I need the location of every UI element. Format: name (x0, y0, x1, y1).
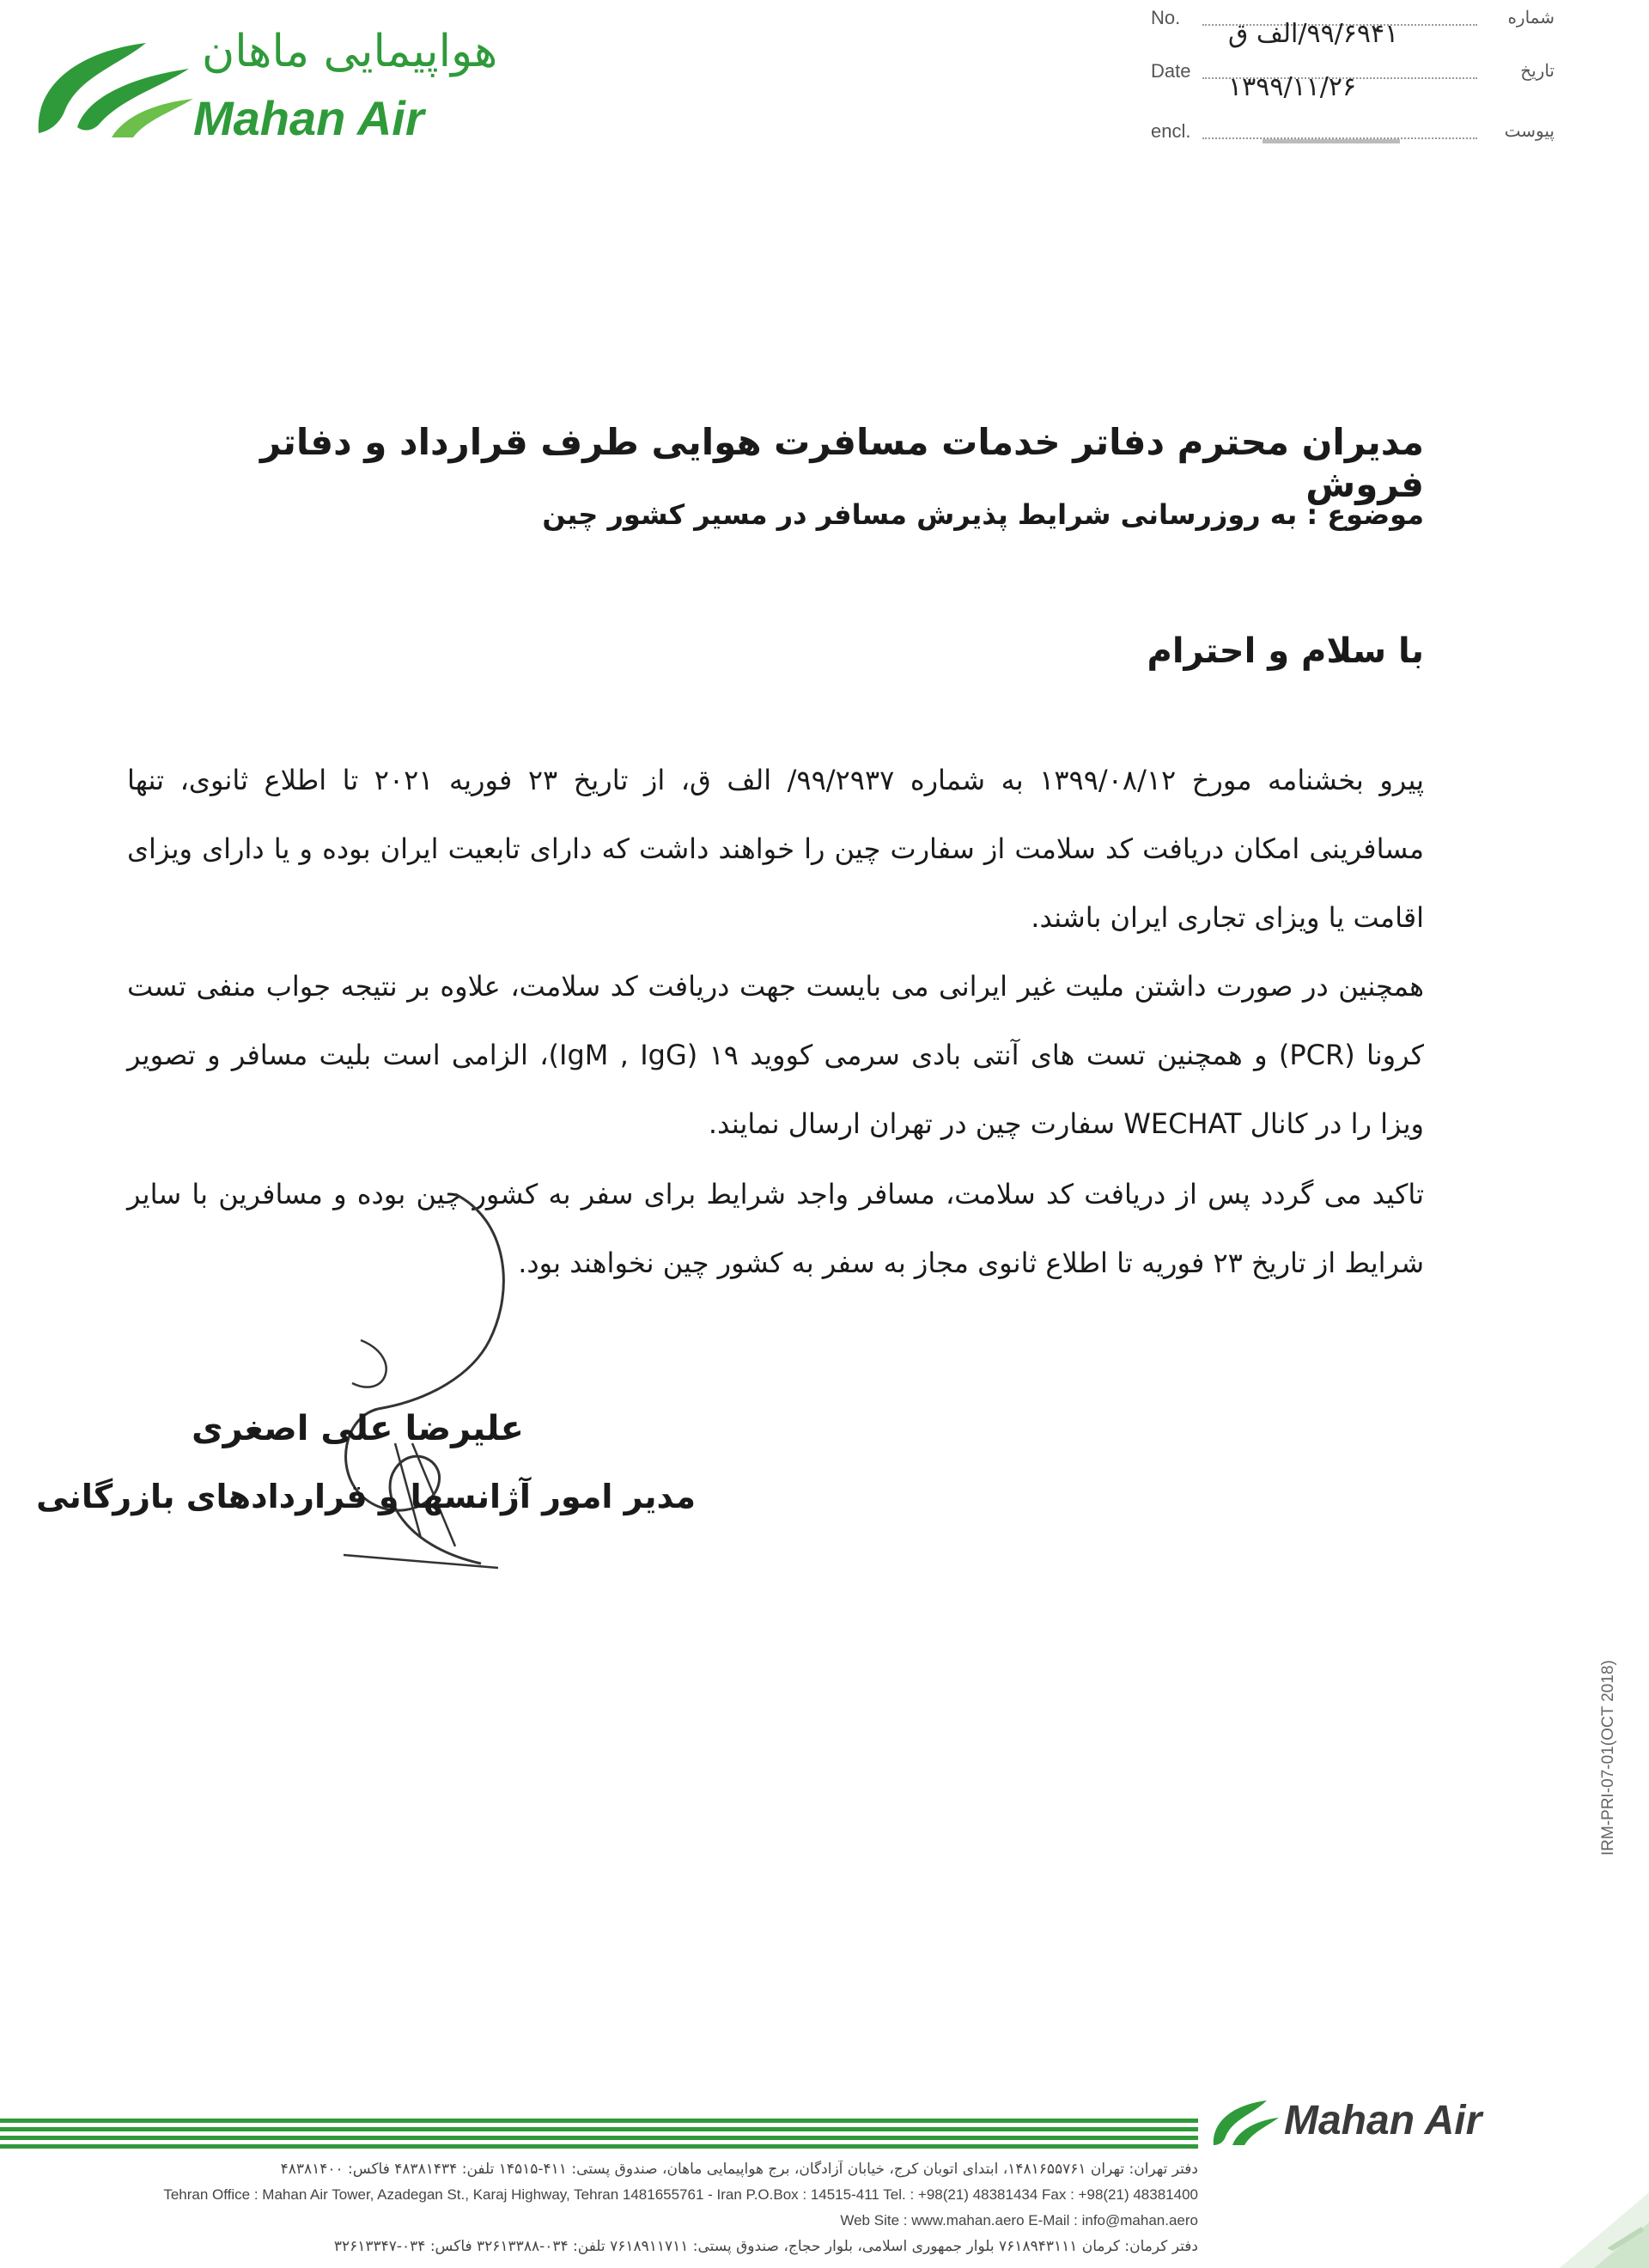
logo-latin-text: Mahan Air (193, 91, 424, 145)
corner-plane-icon (1560, 2158, 1649, 2268)
logo-persian-text: هواپیمایی ماهان (202, 26, 498, 77)
paragraph-2: همچنین در صورت داشتن ملیت غیر ایرانی می بایست جهت دریافت کد سلامت، علاوه بر نتیجه جواب منفی تست کرونا (PCR) و همچنین تست های آنتی بادی سرمی کووید ۱۹ (IgM , IgG)، الزامی است بلیت مسافر و تصویر ویزا را در کانال WECHAT سفارت چین در تهران ارسال نمایند. (127, 970, 1425, 1140)
leaf-logo-icon (26, 17, 198, 146)
paragraph-1: پیرو بخشنامه مورخ ۱۳۹۹/۰۸/۱۲ به شماره ۹۹/۲۹۳۷/ الف ق، از تاریخ ۲۳ فوریه ۲۰۲۱ تا اطلاع ثانوی، تنها مسافرینی امکان دریافت کد سلامت از سفارت چین را خواهند داشت که دارای تابعیت ایران بوده و یا دارای ویزای اقامت یا ویزای تجاری ایران باشند. (127, 764, 1424, 934)
footer-address-fa-kerman: دفتر کرمان: کرمان ۷۶۱۸۹۴۳۱۱۱ بلوار جمهوری اسلامی، بلوار حجاج، صندوق پستی: ۷۶۱۸۹۱۱۷۱۱ تلفن: ۰۳۴-۳۲۶۱۳۳۸۸ فاکس: ۰۳۴-۳۲۶۱۳۳۴۷ (333, 2238, 1198, 2255)
reference-encl-row (1151, 120, 1555, 163)
number-label-en: No. (1151, 7, 1181, 28)
encl-label-fa: پیوست (1504, 122, 1555, 141)
recipient-heading: مدیران محترم دفاتر خدمات مسافرت هوایی طرف قرارداد و دفاتر فروش (259, 421, 1424, 505)
reference-date-row (1151, 60, 1555, 103)
footer-web-email: Web Site : www.mahan.aero E-Mail : info@mahan.aero (840, 2212, 1198, 2228)
mahan-air-logo (26, 17, 498, 146)
encl-blank-mark (1263, 139, 1400, 143)
signatory-title: مدیر امور آژانسها و قراردادهای بازرگانی (36, 1478, 696, 1515)
footer-leaf-icon (1207, 2092, 1280, 2152)
reference-date-value: ۱۳۹۹/۱۱/۲۶ (1228, 72, 1357, 102)
reference-number-row (1151, 7, 1555, 50)
signatory-name: علیرضا علی اصغری (192, 1409, 524, 1448)
footer-logo-text: Mahan Air (1284, 2098, 1482, 2143)
form-code: IRM-PRI-07-01(OCT 2018) (1599, 1660, 1617, 1856)
subject-line: موضوع : به روزرسانی شرایط پذیرش مسافر در مسیر کشور چین (542, 498, 1424, 531)
footer-stripes (0, 2119, 1198, 2149)
date-label-en: Date (1151, 60, 1191, 82)
reference-number-value: ۹۹/۶۹۴۱/الف ق (1228, 19, 1399, 49)
paragraph-3: تاکید می گردد پس از دریافت کد سلامت، مسافر واجد شرایط برای سفر به کشور چین بوده و مسافرین با سایر شرایط از تاریخ ۲۳ فوریه تا اطلاع ثانوی مجاز به سفر به کشور چین نخواهند بود. (127, 1178, 1424, 1279)
encl-label-en: encl. (1151, 120, 1191, 142)
footer-logo (1207, 2092, 1550, 2152)
number-label-fa: شماره (1507, 9, 1555, 27)
footer-address-fa-tehran: دفتر تهران: تهران ۱۴۸۱۶۵۵۷۶۱، ابتدای اتوبان کرج، خیابان آزادگان، برج هواپیمایی ماهان، صندوق پستی: ۴۱۱-۱۴۵۱۵ تلفن: ۴۸۳۸۱۴۳۴ فاکس: ۴۸۳۸۱۴۰۰ (280, 2161, 1198, 2178)
greeting: با سلام و احترام (1147, 631, 1424, 671)
date-label-fa: تاریخ (1520, 62, 1555, 81)
footer-address-en: Tehran Office : Mahan Air Tower, Azadegan St., Karaj Highway, Tehran 1481655761 - Iran P.O.Box : 14515-411 Tel. : +98(21) 48381434 Fax : +98(21) 48381400 (163, 2186, 1198, 2203)
